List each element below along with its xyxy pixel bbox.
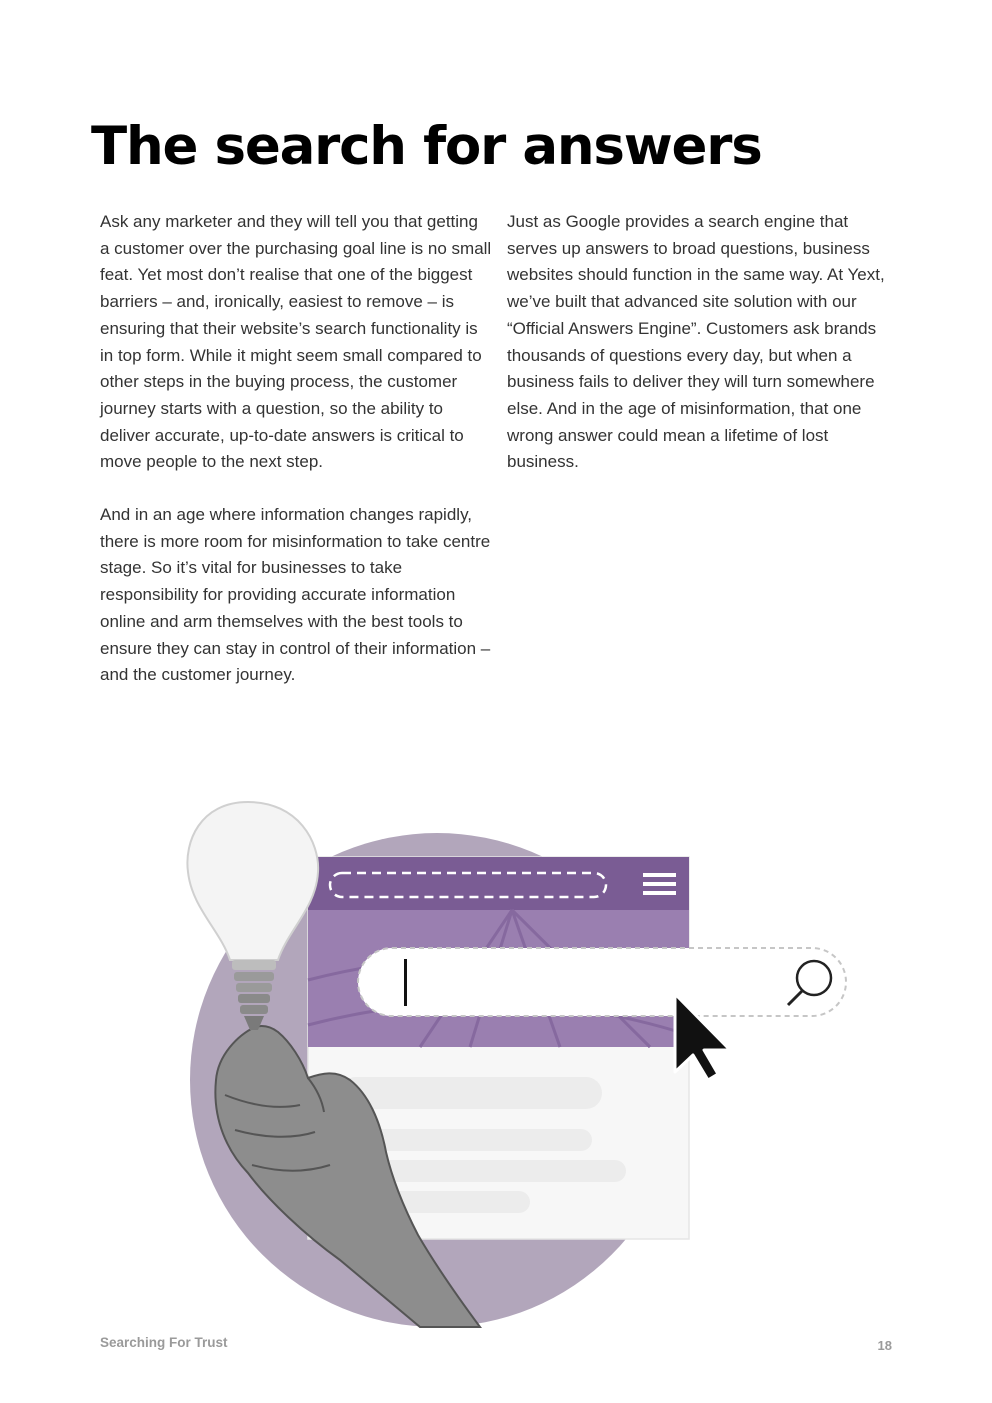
footer-publication-title: Searching For Trust: [100, 1335, 228, 1350]
right-paragraph-1: Just as Google provides a search engine that serves up answers to broad questions, business websites should function in the same way. At Yext, we’ve built that advanced site solution with our “Official Answers Engine”. Customers ask brands thousands of questions every day, but when a business fails to deliver they will turn somewhere else. And in the age of misinformation, that one wrong answer could mean a lifetime of lost business.: [507, 212, 885, 472]
left-column: [100, 209, 492, 715]
text-caret: [404, 959, 407, 1006]
illustration-svg: [140, 780, 892, 1340]
left-paragraph-1: Ask any marketer and they will tell you that getting a customer over the purchasing goal line is no small feat. Yet most don’t realise that one of the biggest barriers – and, ironically, easiest to remove – is ensuring that their website’s search functionality is in top form. While it might seem small compared to other steps in the buying process, the customer journey starts with a question, so the ability to deliver accurate, up-to-date answers is critical to move people to the next step.: [100, 212, 492, 472]
hamburger-menu-icon: [643, 873, 676, 895]
search-illustration: [140, 780, 892, 1340]
window-header: [308, 857, 689, 910]
page-title: The search for answers: [91, 116, 762, 177]
right-column: [507, 209, 902, 502]
left-paragraph-2: And in an age where information changes rapidly, there is more room for misinformation to take centre stage. So it’s vital for businesses to take responsibility for providing accurate information online and arm themselves with the best tools to ensure they can stay in control of their information – and the customer journey.: [100, 505, 491, 685]
search-bar: [358, 948, 846, 1016]
footer-page-number: 18: [877, 1338, 892, 1353]
